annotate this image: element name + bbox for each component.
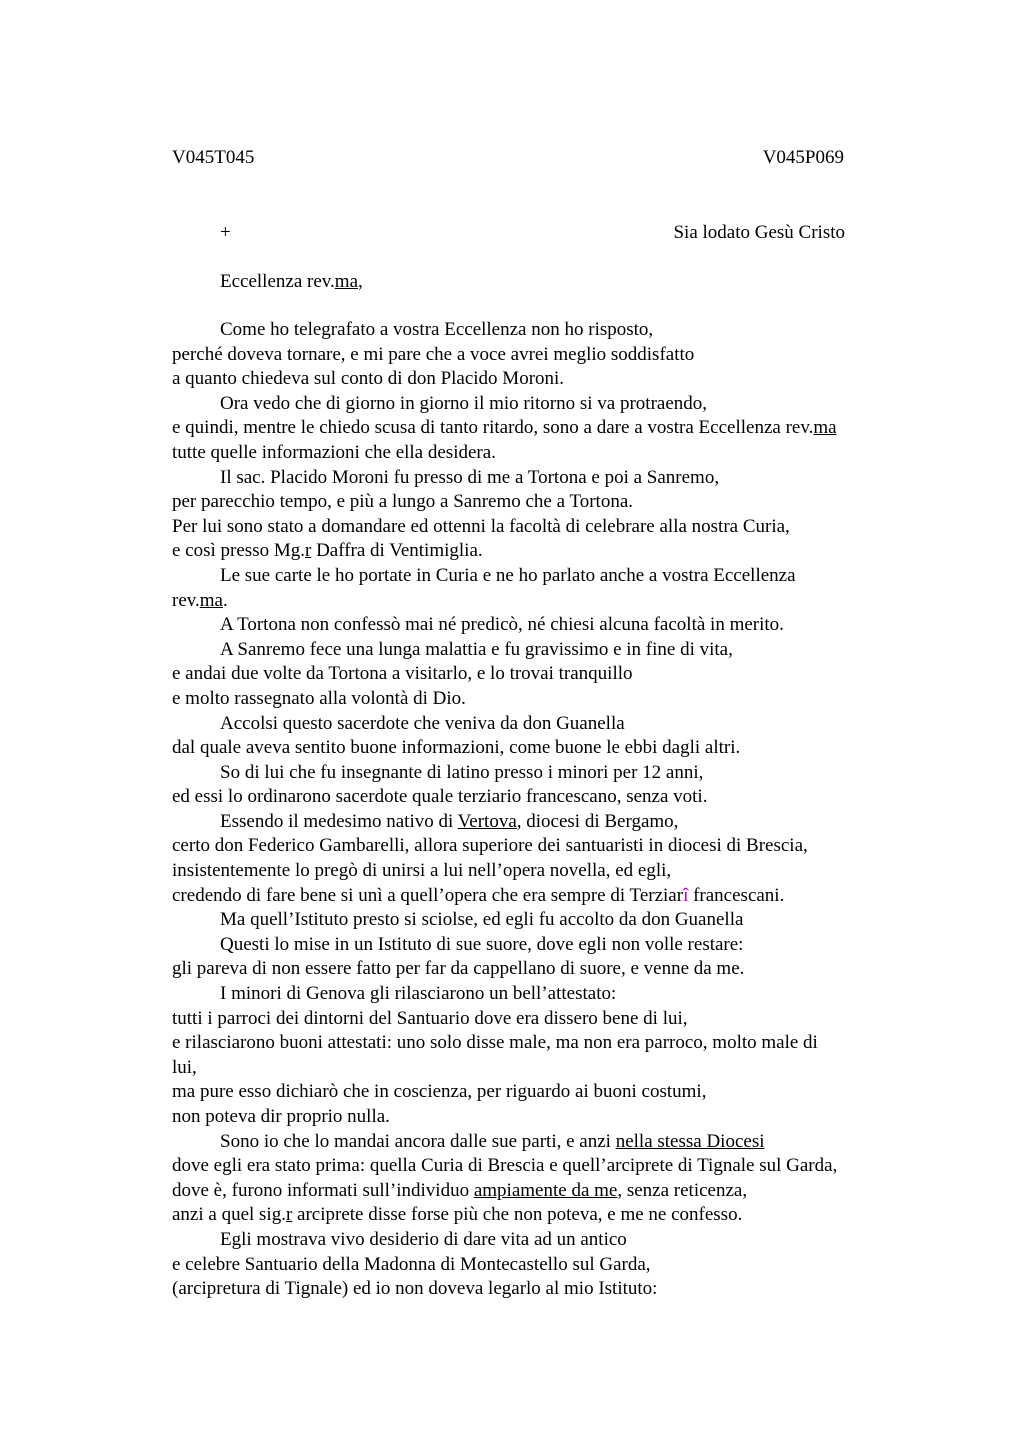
letter-body bbox=[172, 318, 902, 1302]
text-line: Egli mostrava vivo desiderio di dare vita ad un antico bbox=[220, 1228, 627, 1250]
text-line: So di lui che fu insegnante di latino presso i minori per 12 anni, bbox=[220, 761, 704, 783]
text-line: insistentemente lo pregò di unirsi a lui nell’opera novella, ed egli, bbox=[172, 860, 672, 882]
text-span: Sono io che lo mandai ancora dalle sue parti, e anzi bbox=[220, 1130, 616, 1152]
text-line: A Tortona non confessò mai né predicò, né chiesi alcuna facoltà in merito. bbox=[220, 614, 784, 636]
text-line bbox=[172, 1130, 902, 1155]
text-line: gli pareva di non essere fatto per far da cappellano di suore, e venne da me. bbox=[172, 958, 745, 980]
text-line: perché doveva tornare, e mi pare che a voce avrei meglio soddisfatto bbox=[172, 343, 695, 365]
text-line: dove egli era stato prima: quella Curia di Brescia e quell’arciprete di Tignale sul Garda, bbox=[172, 1155, 838, 1177]
document-code-right: V045P069 bbox=[762, 147, 844, 168]
text-span: Essendo il medesimo nativo di bbox=[220, 810, 458, 832]
text-span: francescani. bbox=[688, 884, 785, 906]
salutation bbox=[220, 270, 363, 294]
text-line: Le sue carte le ho portate in Curia e ne ho parlato anche a vostra Eccellenza bbox=[220, 564, 796, 586]
underlined-phrase: ampiamente da me bbox=[473, 1179, 618, 1201]
text-span: e quindi, mentre le chiedo scusa di tanto ritardo, sono a dare a vostra Eccellenza rev. bbox=[172, 417, 814, 439]
text-line bbox=[172, 416, 902, 441]
text-line: Questi lo mise in un Istituto di sue suore, dove egli non volle restare: bbox=[220, 933, 744, 955]
cross-symbol: + bbox=[220, 222, 231, 243]
text-line: Come ho telegrafato a vostra Eccellenza non ho risposto, bbox=[220, 319, 654, 340]
text-line: tutte quelle informazioni che ella desidera. bbox=[172, 441, 496, 463]
text-span: Daffra di Ventimiglia. bbox=[311, 540, 483, 562]
text-line bbox=[172, 1203, 902, 1228]
text-line bbox=[172, 589, 902, 614]
text-line bbox=[172, 1179, 902, 1204]
salutation-comma: , bbox=[358, 271, 363, 292]
text-line bbox=[172, 884, 902, 909]
highlighted-character: î bbox=[683, 884, 689, 906]
text-line: dal quale aveva sentito buone informazioni, come buone le ebbi dagli altri. bbox=[172, 737, 741, 759]
text-line: per parecchio tempo, e più a lungo a Sanremo che a Tortona. bbox=[172, 491, 634, 513]
text-span: . bbox=[223, 589, 228, 611]
text-line: e molto rassegnato alla volontà di Dio. bbox=[172, 687, 466, 709]
text-span: , diocesi di Bergamo, bbox=[516, 810, 679, 832]
text-span: arciprete disse forse più che non poteva, e me ne confesso. bbox=[292, 1204, 743, 1226]
text-line: Ora vedo che di giorno in giorno il mio ritorno si va protraendo, bbox=[220, 392, 708, 414]
text-line: ed essi lo ordinarono sacerdote quale terziario francescano, senza voti. bbox=[172, 786, 708, 808]
underlined-abbreviation: r bbox=[304, 540, 312, 562]
text-line: e andai due volte da Tortona a visitarlo, e lo trovai tranquillo bbox=[172, 663, 633, 685]
text-span: rev. bbox=[172, 589, 200, 611]
text-line: Accolsi questo sacerdote che veniva da don Guanella bbox=[220, 712, 625, 734]
underlined-abbreviation: r bbox=[285, 1204, 293, 1226]
underlined-abbreviation: ma bbox=[199, 589, 223, 611]
salutation-abbreviation: ma bbox=[334, 271, 359, 292]
text-span: anzi a quel sig. bbox=[172, 1204, 286, 1226]
text-line: Ma quell’Istituto presto si sciolse, ed egli fu accolto da don Guanella bbox=[220, 909, 744, 931]
text-line: e celebre Santuario della Madonna di Montecastello sul Garda, bbox=[172, 1253, 651, 1275]
text-line: ma pure esso dichiarò che in coscienza, per riguardo ai buoni costumi, bbox=[172, 1081, 707, 1103]
text-line: Il sac. Placido Moroni fu presso di me a Tortona e poi a Sanremo, bbox=[220, 466, 720, 488]
underlined-place-name: Vertova bbox=[457, 810, 517, 832]
text-span: dove è, furono informati sull’individuo bbox=[172, 1179, 474, 1201]
text-line: lui, bbox=[172, 1056, 197, 1078]
salutation-text: Eccellenza rev. bbox=[220, 271, 335, 292]
text-line: A Sanremo fece una lunga malattia e fu gravissimo e in fine di vita, bbox=[220, 638, 733, 660]
text-line: non poteva dir proprio nulla. bbox=[172, 1106, 390, 1127]
text-line bbox=[172, 810, 902, 835]
text-line: Per lui sono stato a domandare ed ottenni la facoltà di celebrare alla nostra Curia, bbox=[172, 515, 790, 537]
underlined-phrase: nella stessa Diocesi bbox=[615, 1130, 765, 1152]
document-code-left: V045T045 bbox=[172, 147, 255, 168]
text-line: (arcipretura di Tignale) ed io non doveva legarlo al mio Istituto: bbox=[172, 1278, 658, 1300]
invocation: Sia lodato Gesù Cristo bbox=[673, 222, 845, 243]
text-span: credendo di fare bene si unì a quell’opera che era sempre di Terziar bbox=[172, 884, 684, 906]
underlined-abbreviation: ma bbox=[813, 417, 837, 439]
text-line: e rilasciarono buoni attestati: uno solo disse male, ma non era parroco, molto male di bbox=[172, 1032, 818, 1054]
text-span: , senza reticenza, bbox=[617, 1179, 748, 1201]
text-line: certo don Federico Gambarelli, allora superiore dei santuaristi in diocesi di Brescia, bbox=[172, 835, 808, 857]
text-line: I minori di Genova gli rilasciarono un bell’attestato: bbox=[220, 983, 617, 1005]
text-span: e così presso Mg. bbox=[172, 540, 305, 562]
text-line: tutti i parroci dei dintorni del Santuario dove era dissero bene di lui, bbox=[172, 1007, 688, 1029]
text-line: a quanto chiedeva sul conto di don Placido Moroni. bbox=[172, 368, 565, 390]
text-line bbox=[172, 539, 902, 564]
